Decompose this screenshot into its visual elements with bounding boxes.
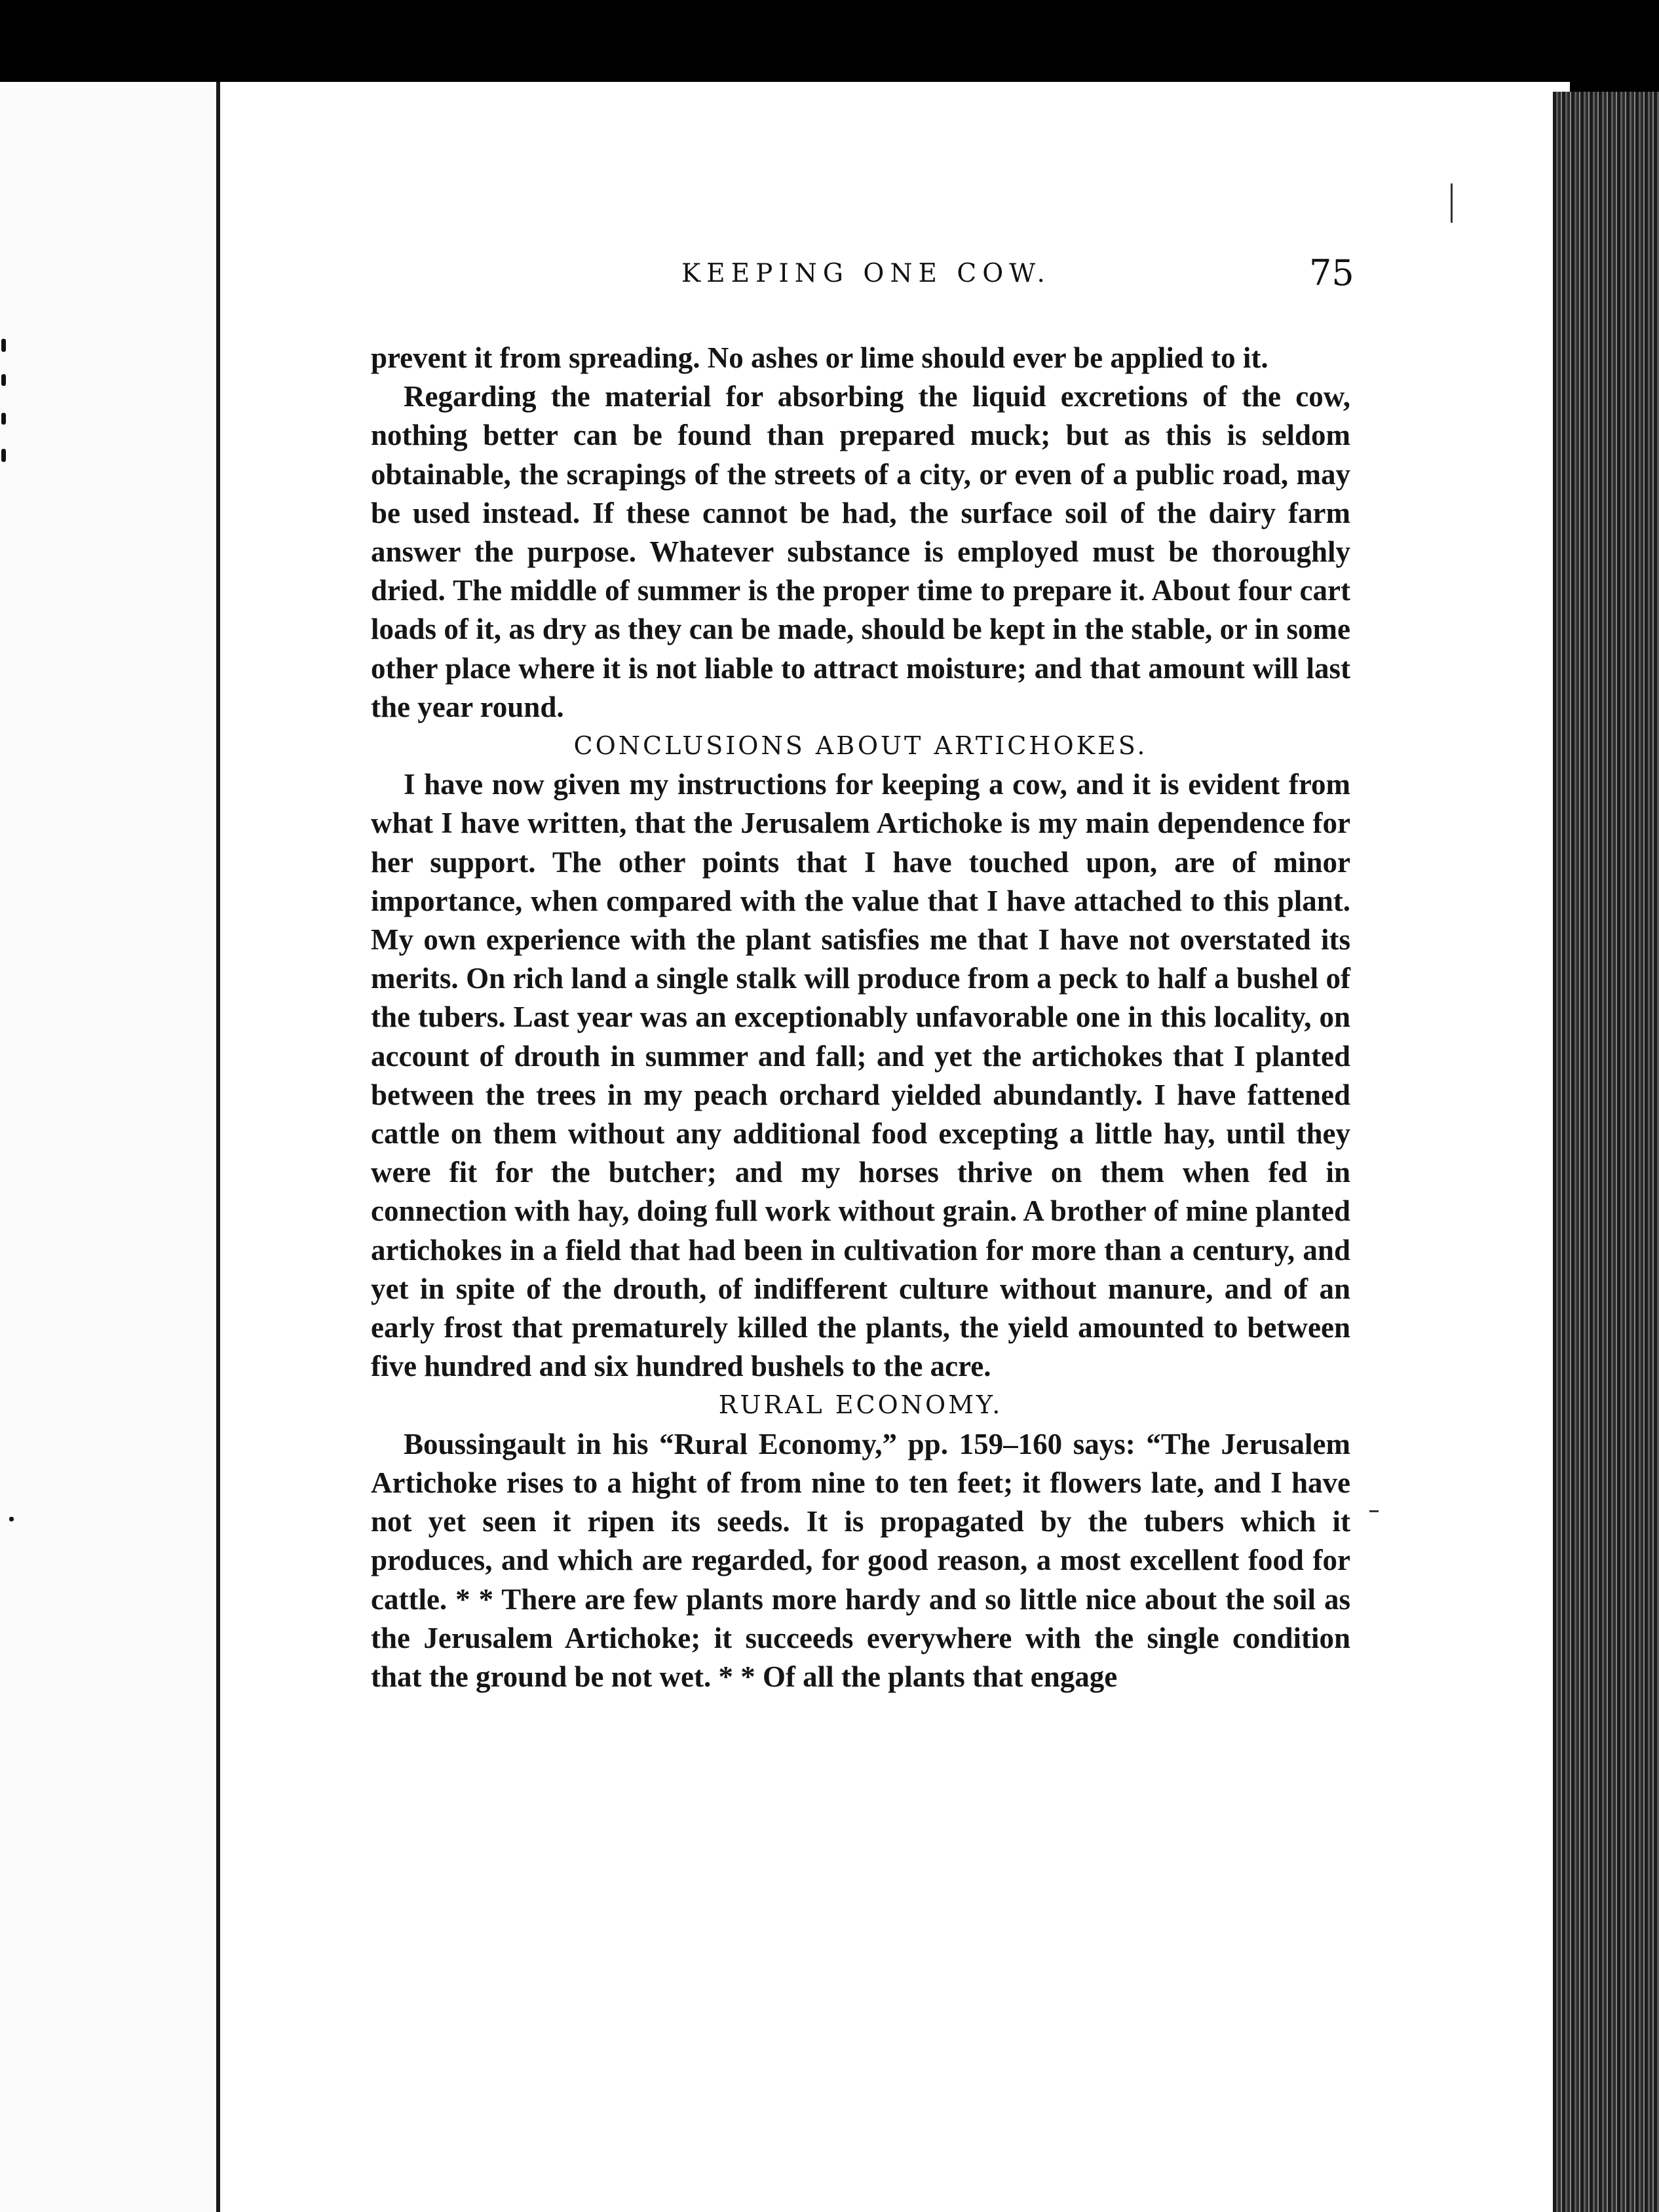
paragraph: prevent it from spreading. No ashes or lime should ever be applied to it. bbox=[371, 341, 1268, 374]
paragraph: I have now given my instructions for keeping a cow, and it is evident from what I have written, that the Jerusalem Artichoke is my main dependence for her support. The other points that I have touched upon, are of minor importance, when compared with the value that I have attached to this plant. My own experience with the plant satisfies me that I have not overstated its merits. On rich land a single stalk will produce from a peck to half a bushel of the tubers. Last year was an exceptionably unfavorable one in this locality, on account of drouth in summer and fall; and yet the artichokes that I planted between the trees in my peach orchard yielded abundantly. I have fattened cattle on them without any additional food excepting a little hay, until they were fit for the butcher; and my horses thrive on them when fed in connection with hay, doing full work without grain. A brother of mine planted artichokes in a field that had been in cultivation for more than a century, and yet in spite of the drouth, of indifferent culture without manure, and of an early frost that prematurely killed the plants, the yield amounted to between five hundred and six hundred bushels to the acre. bbox=[371, 768, 1350, 1383]
section-heading: CONCLUSIONS ABOUT ARTICHOKES. bbox=[573, 731, 1148, 761]
page-number: 75 bbox=[1309, 252, 1354, 294]
margin-mark bbox=[1451, 183, 1453, 223]
paragraph: Boussingault in his “Rural Economy,” pp. 159–160 says: “The Jerusalem Artichoke rises to a hight of from nine to ten feet; it flowers late, and I have not yet seen it ripen its seeds. It is propagated by the tubers which it produces, and which are regarded, for good reason, a most excellent food for cattle. * * There are few plants more hardy and so little nice about the soil as the Jerusalem Artichoke; it succeeds everywhere with the single condition that the ground be not wet. * * Of all the plants that engage bbox=[371, 1427, 1350, 1693]
left-page-speck bbox=[1, 339, 6, 352]
left-page-speck bbox=[1, 449, 6, 462]
section-heading: RURAL ECONOMY. bbox=[718, 1390, 1003, 1420]
body-text bbox=[371, 339, 1350, 1696]
left-page-speck bbox=[1, 374, 6, 386]
paragraph: Regarding the material for absorbing the liquid excretions of the cow, nothing better can be found than prepared muck; but as this is seldom obtainable, the scrapings of the streets of a city, or even of a public road, may be used instead. If these cannot be had, the surface soil of the dairy farm answer the purpose. Whatever substance is employed must be thoroughly dried. The middle of summer is the proper time to prepare it. About four cart loads of it, as dry as they can be made, should be kept in the stable, or in some other place where it is not liable to attract moisture; and that amount will last the year round. bbox=[371, 380, 1350, 723]
left-page-edge bbox=[0, 82, 220, 2212]
running-head: KEEPING ONE COW. bbox=[681, 259, 1051, 288]
left-page-speck bbox=[9, 1517, 14, 1521]
page-edges bbox=[1553, 92, 1659, 2212]
margin-mark bbox=[1369, 1510, 1379, 1512]
left-page-speck bbox=[1, 413, 6, 425]
